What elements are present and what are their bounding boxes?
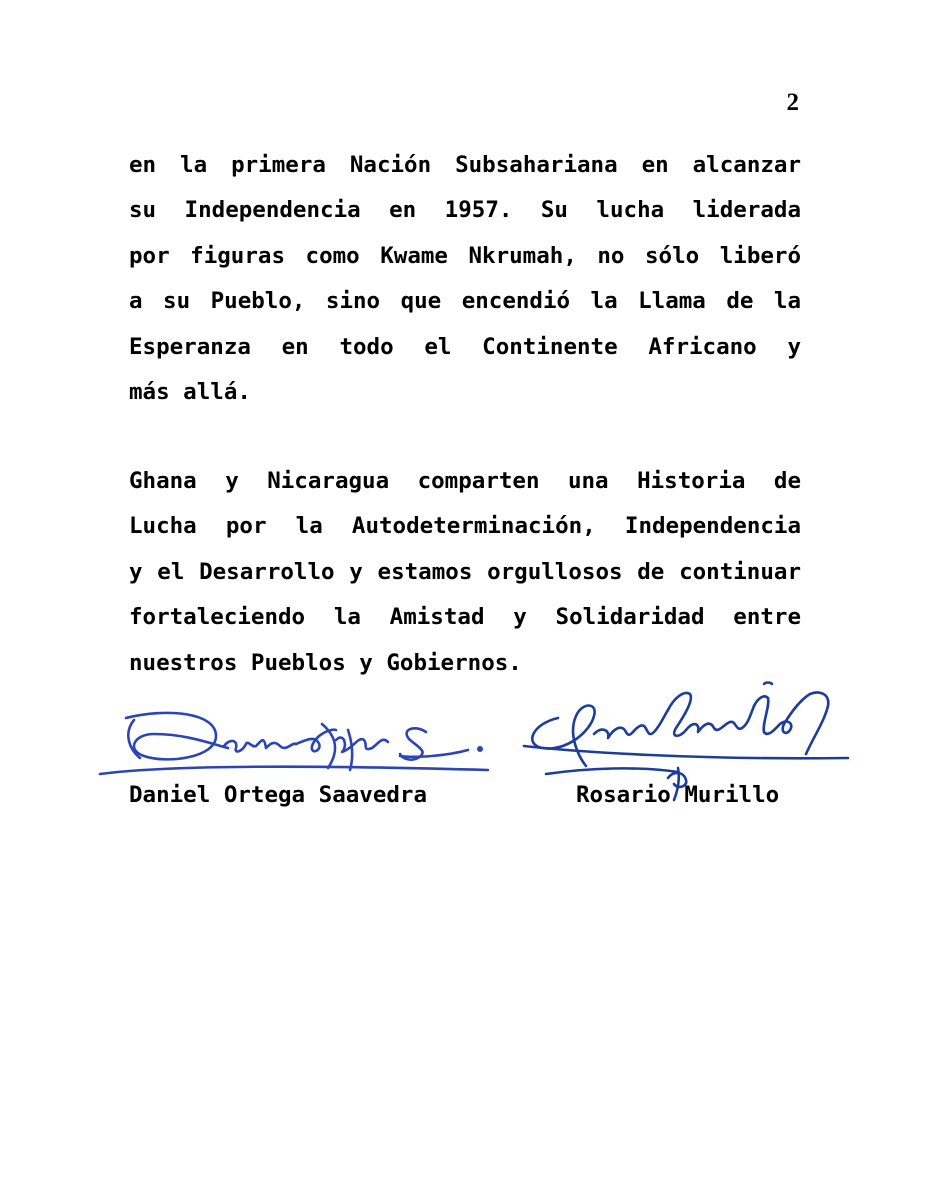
text-line: en la primera Nación Subsahariana en alcanzar [129,152,801,178]
signatory-name: Daniel Ortega Saavedra [129,782,428,808]
text-line: Esperanza en todo el Continente Africano y [129,333,801,360]
text-line: fortaleciendo la Amistad y Solidaridad entre [129,604,801,631]
text-line: Lucha por la Autodeterminación, Independencia [129,513,801,540]
signature-daniel-ortega [96,700,496,785]
paragraph [129,143,801,415]
text-line: su Independencia en 1957. Su lucha liderada [129,197,801,224]
text-line: a su Pueblo, sino que encendió la Llama de la [129,288,801,315]
text-line: nuestros Pueblos y Gobiernos. [129,649,522,676]
text-line: Ghana y Nicaragua comparten una Historia de [129,468,801,494]
signatory-name: Rosario Murillo [576,782,780,808]
text-line: por figuras como Kwame Nkrumah, no sólo liberó [129,242,801,269]
text-line: y el Desarrollo y estamos orgullosos de continuar [129,558,801,585]
paragraph [129,459,801,686]
page-number: 2 [786,89,799,116]
text-line: más allá. [129,378,251,405]
